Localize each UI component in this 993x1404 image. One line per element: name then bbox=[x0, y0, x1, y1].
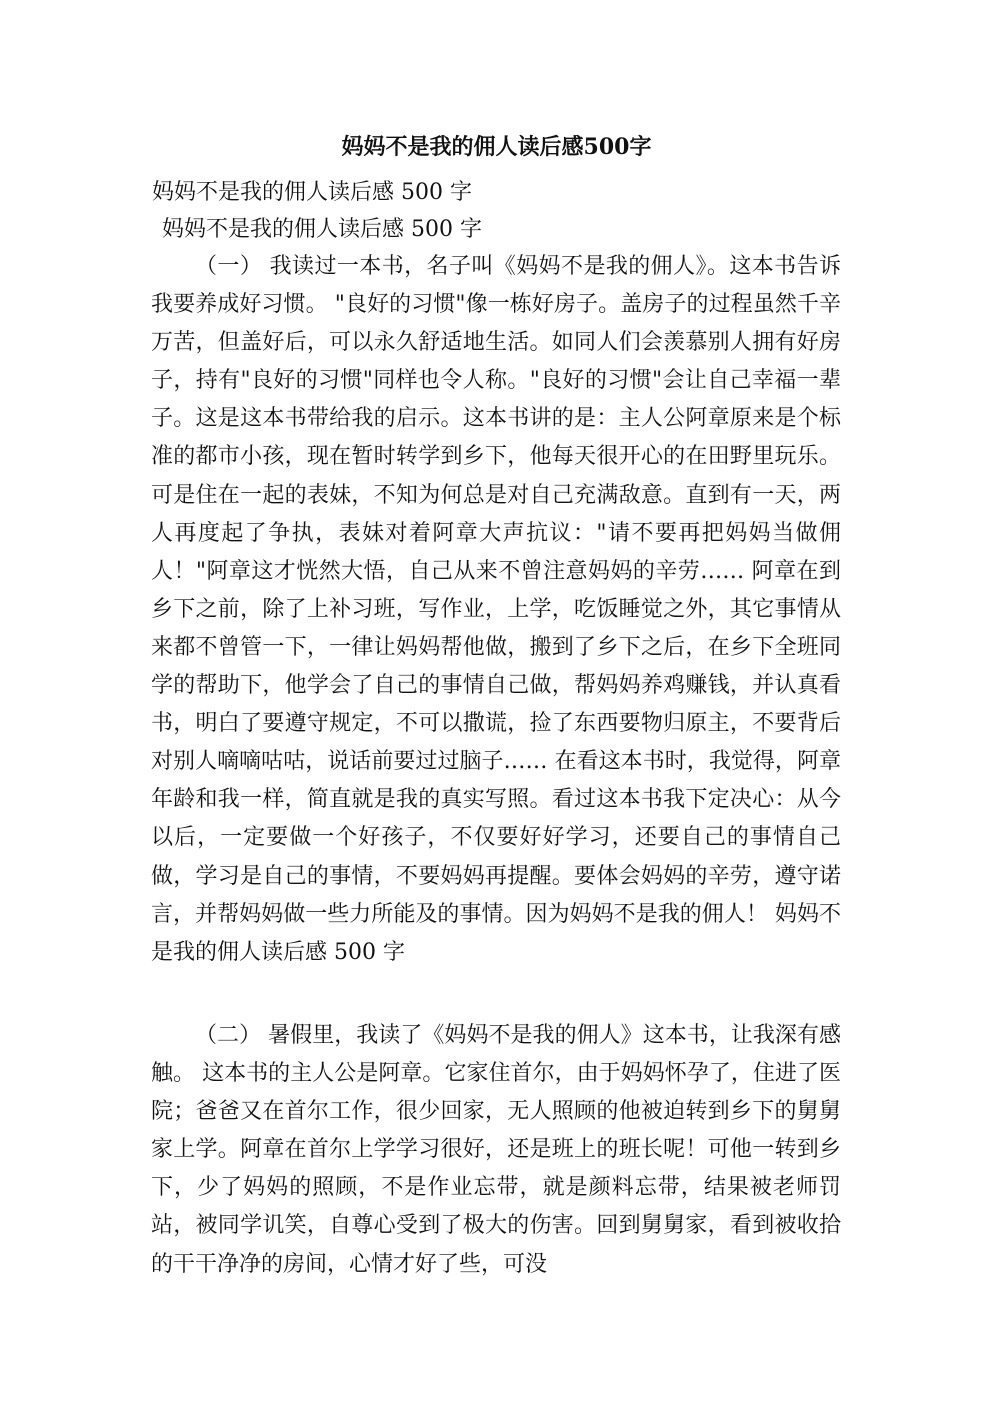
paragraph-1: （一） 我读过一本书，名子叫《妈妈不是我的佣人》。这本书告诉我要养成好习惯。 "良好的习惯"像一栋好房子。盖房子的过程虽然千辛万苦，但盖好后，可以永久舒适地生活。如同人们会羡慕别人拥有好房子，持有"良好的习惯"同样也令人称。"良好的习惯"会让自己幸福一辈子。这是这本书带给我的启示。这本书讲的是：主人公阿章原来是个标准的都市小孩，现在暂时转学到乡下，他每天很开心的在田野里玩乐。可是住在一起的表妹，不知为何总是对自己充满敌意。直到有一天，两人再度起了争执，表妹对着阿章大声抗议："请不要再把妈妈当做佣人！"阿章这才恍然大悟，自己从来不曾注意妈妈的辛劳…… 阿章在到乡下之前，除了上补习班，写作业，上学，吃饭睡觉之外，其它事情从来都不曾管一下，一律让妈妈帮他做，搬到了乡下之后，在乡下全班同学的帮助下，他学会了自己的事情自己做，帮妈妈养鸡赚钱，并认真看书，明白了要遵守规定，不可以撒谎，捡了东西要物归原主，不要背后对别人嘀嘀咕咕，说话前要过过脑子…… 在看这本书时，我觉得，阿章年龄和我一样，简直就是我的真实写照。看过这本书我下定决心：从今以后，一定要做一个好孩子，不仅要好好学习，还要自己的事情自己做，学习是自己的事情，不要妈妈再提醒。要体会妈妈的辛劳，遵守诺言，并帮妈妈做一些力所能及的事情。因为妈妈不是我的佣人！ 妈妈不是我的佣人读后感 500 字 bbox=[151, 254, 841, 965]
paragraph-2: （二） 暑假里，我读了《妈妈不是我的佣人》这本书，让我深有感触。 这本书的主人公是阿章。它家住首尔，由于妈妈怀孕了，住进了医院；爸爸又在首尔工作，很少回家，无人照顾的他被迫转到乡下的舅舅家上学。阿章在首尔上学学习很好，还是班上的班长呢！可他一转到乡下，少了妈妈的照顾，不是作业忘带，就是颜料忘带，结果被老师罚站，被同学讥笑，自尊心受到了极大的伤害。回到舅舅家，看到被收拾的干干净净的房间，心情才好了些，可没 bbox=[151, 1023, 841, 1277]
document-subtitle-1: 妈妈不是我的佣人读后感 500 字 bbox=[152, 180, 472, 205]
document-title: 妈妈不是我的佣人读后感500字 bbox=[341, 134, 652, 160]
document-subtitle-2: 妈妈不是我的佣人读后感 500 字 bbox=[162, 217, 482, 242]
